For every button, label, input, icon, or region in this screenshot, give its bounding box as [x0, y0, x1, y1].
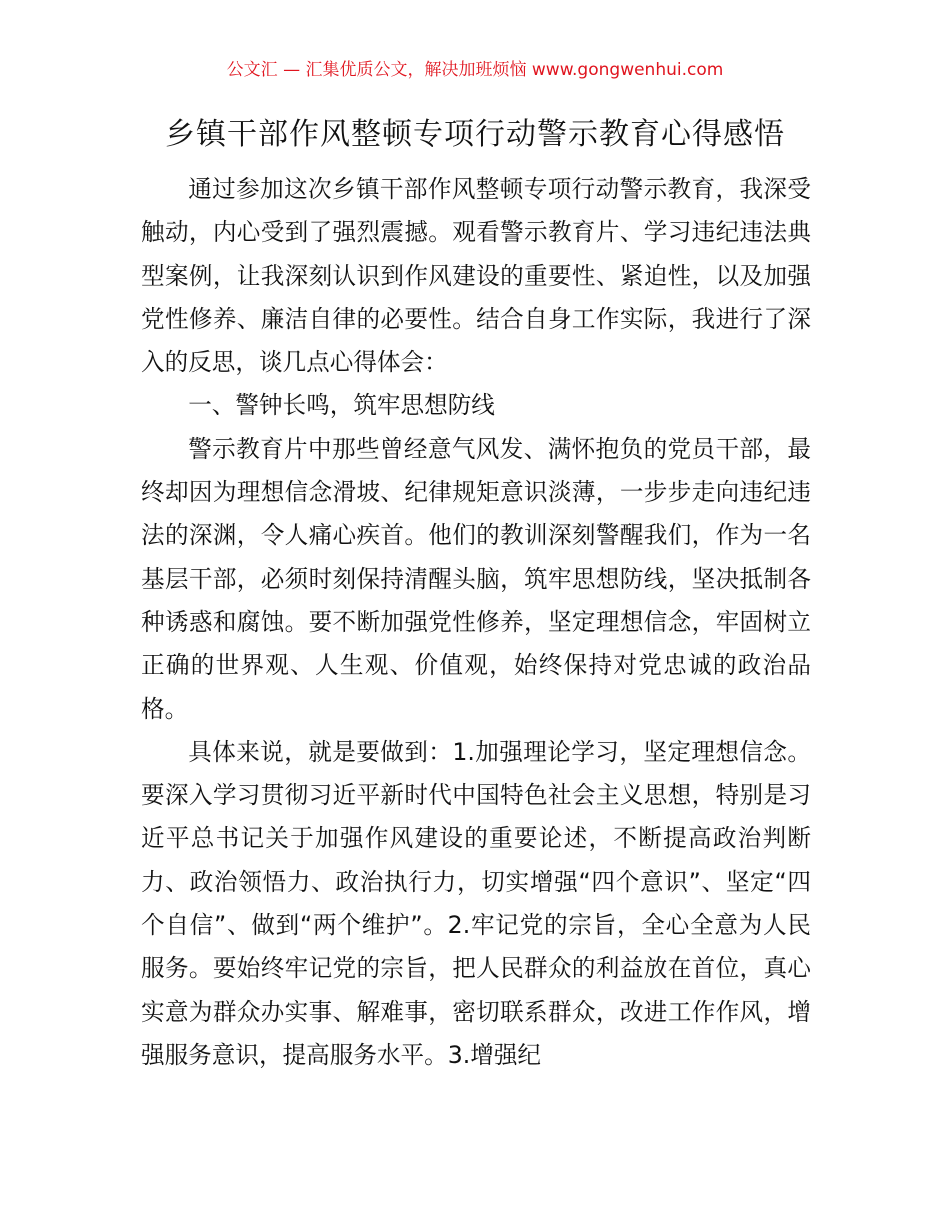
intro-paragraph: 通过参加这次乡镇干部作风整顿专项行动警示教育，我深受触动，内心受到了强烈震撼。观看警示教育片、学习违纪违法典型案例，让我深刻认识到作风建设的重要性、紧迫性，以及加强党性修养、廉洁自律的必要性。结合自身工作实际，我进行了深入的反思，谈几点心得体会： — [141, 175, 811, 377]
section-1-details-paragraph: 具体来说，就是要做到：1.加强理论学习，坚定理想信念。要深入学习贯彻习近平新时代中国特色社会主义思想，特别是习近平总书记关于加强作风建设的重要论述，不断提高政治判断力、政治领悟力、政治执行力，切实增强“四个意识”、坚定“四个自信”、做到“两个维护”。2.牢记党的宗旨，全心全意为人民服务。要始终牢记党的宗旨，把人民群众的利益放在首位，真心实意为群众办实事、解难事，密切联系群众，改进工作作风，增强服务意识，提高服务水平。3.增强纪 — [141, 737, 811, 1069]
site-banner: 公文汇 — 汇集优质公文，解决加班烦恼 www.gongwenhui.com — [226, 60, 724, 80]
section-1-paragraph: 警示教育片中那些曾经意气风发、满怀抱负的党员干部，最终却因为理想信念滑坡、纪律规矩意识淡薄，一步步走向违纪违法的深渊，令人痛心疾首。他们的教训深刻警醒我们，作为一名基层干部，必须时刻保持清醒头脑，筑牢思想防线，坚决抵制各种诱惑和腐蚀。要不断加强党性修养，坚定理想信念，牢固树立正确的世界观、人生观、价值观，始终保持对党忠诚的政治品格。 — [141, 434, 811, 723]
section-heading-1: 一、警钟长鸣，筑牢思想防线 — [188, 391, 495, 420]
document-title: 乡镇干部作风整顿专项行动警示教育心得感悟 — [165, 117, 785, 152]
document-body — [141, 168, 811, 1077]
